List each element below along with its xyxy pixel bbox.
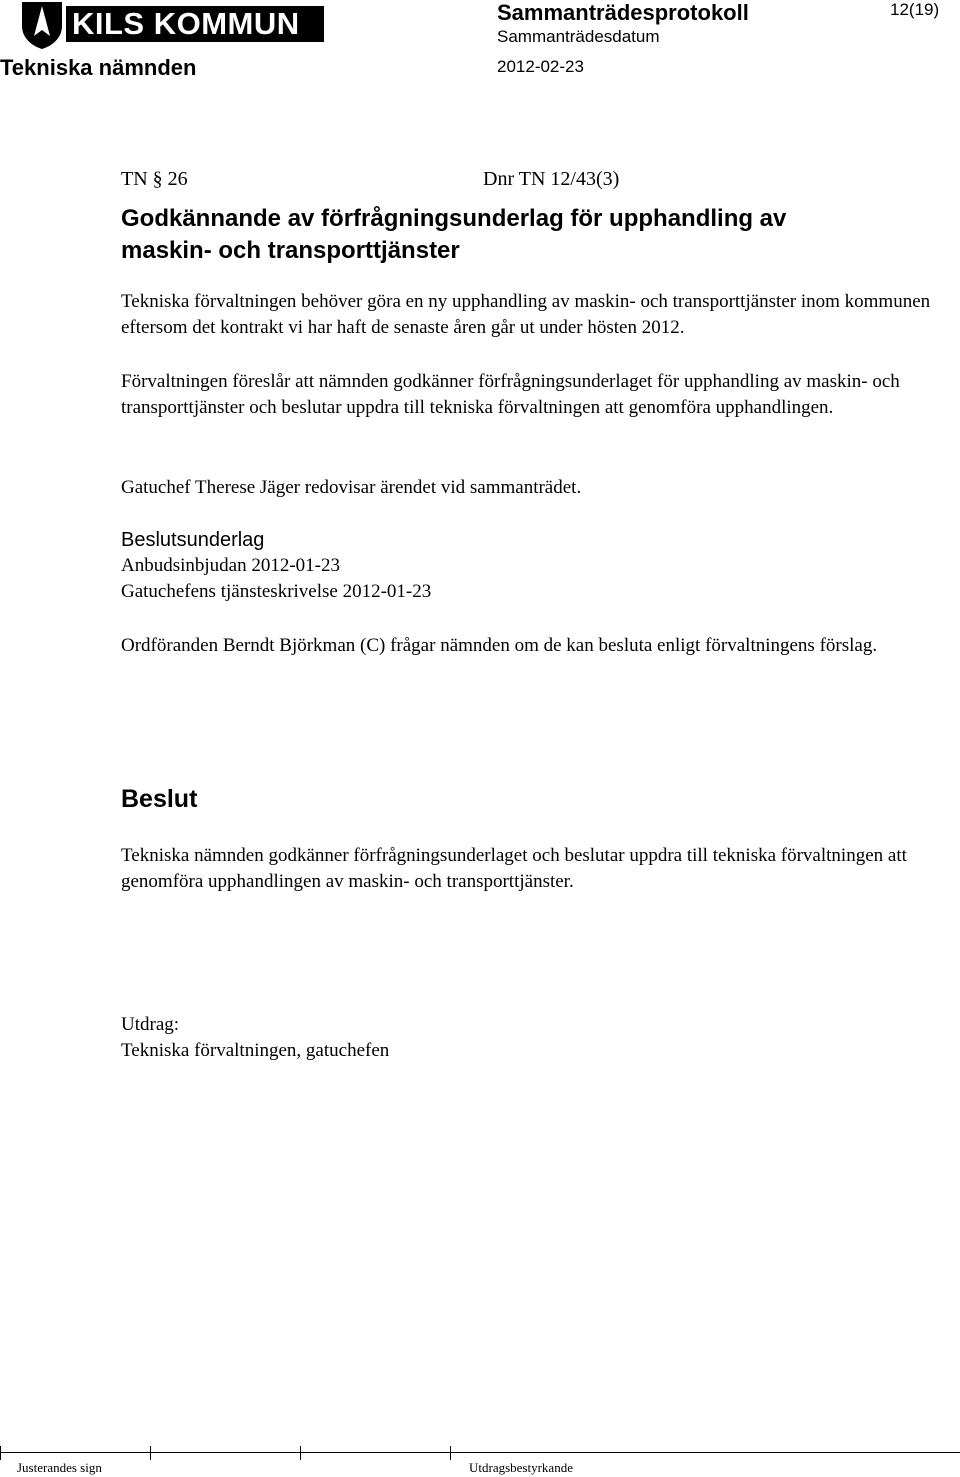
item-title: Godkännande av förfrågningsunderlag för upphandling av maskin- och transporttjänster [121,205,787,264]
paragraph-background: Tekniska förvaltningen behöver göra en ny upphandling av maskin- och transporttjänster inom kommunen eftersom det kontrakt vi har haft de senaste åren går ut under hösten 2012. [121,291,931,338]
footer-box-edge [450,1446,451,1460]
coat-of-arms-icon [20,0,64,50]
decision-basis-heading: Beslutsunderlag [121,529,265,551]
case-number: TN § 26 [121,168,188,190]
footer-signature-label: Justerandes sign [17,1460,102,1475]
diary-number: Dnr TN 12/43(3) [483,168,620,190]
footer-certification-label: Utdragsbestyrkande [469,1460,573,1475]
meeting-date-value: 2012-02-23 [497,57,584,76]
logo-wordmark: KILS KOMMUN [66,6,324,42]
decision-basis-item: Anbudsinbjudan 2012-01-23 [121,555,341,576]
decision-text: Tekniska nämnden godkänner förfrågningsunderlaget och beslutar uppdra till tekniska förvaltningen att genomföra upphandlingen av maskin- och transporttjänster. [121,845,907,892]
decision-basis-item: Gatuchefens tjänsteskrivelse 2012-01-23 [121,581,432,602]
municipality-logo [0,0,330,50]
paragraph-presenter: Gatuchef Therese Jäger redovisar ärendet vid sammanträdet. [121,477,582,498]
decision-basis-list [121,553,431,605]
paragraph-proposal: Förvaltningen föreslår att nämnden godkänner förfrågningsunderlaget för upphandling av maskin- och transporttjänster och beslutar uppdra till tekniska förvaltningen att genomföra upphandlingen. [121,371,900,418]
footer-box-edge [150,1446,151,1460]
footer-box-edge [300,1446,301,1460]
extract-label: Utdrag: [121,1014,180,1035]
extract-recipients: Tekniska förvaltningen, gatuchefen [121,1040,390,1061]
meeting-date-label: Sammanträdesdatum [497,27,660,46]
footer-divider [0,1452,960,1453]
footer-box-edge [0,1446,1,1460]
committee-name: Tekniska nämnden [0,55,197,80]
decision-heading: Beslut [121,785,198,813]
page-number: 12(19) [890,0,940,19]
paragraph-chair-question: Ordföranden Berndt Björkman (C) frågar nämnden om de kan besluta enligt förvaltningens förslag. [121,635,878,656]
document-type: Sammanträdesprotokoll [497,0,749,25]
